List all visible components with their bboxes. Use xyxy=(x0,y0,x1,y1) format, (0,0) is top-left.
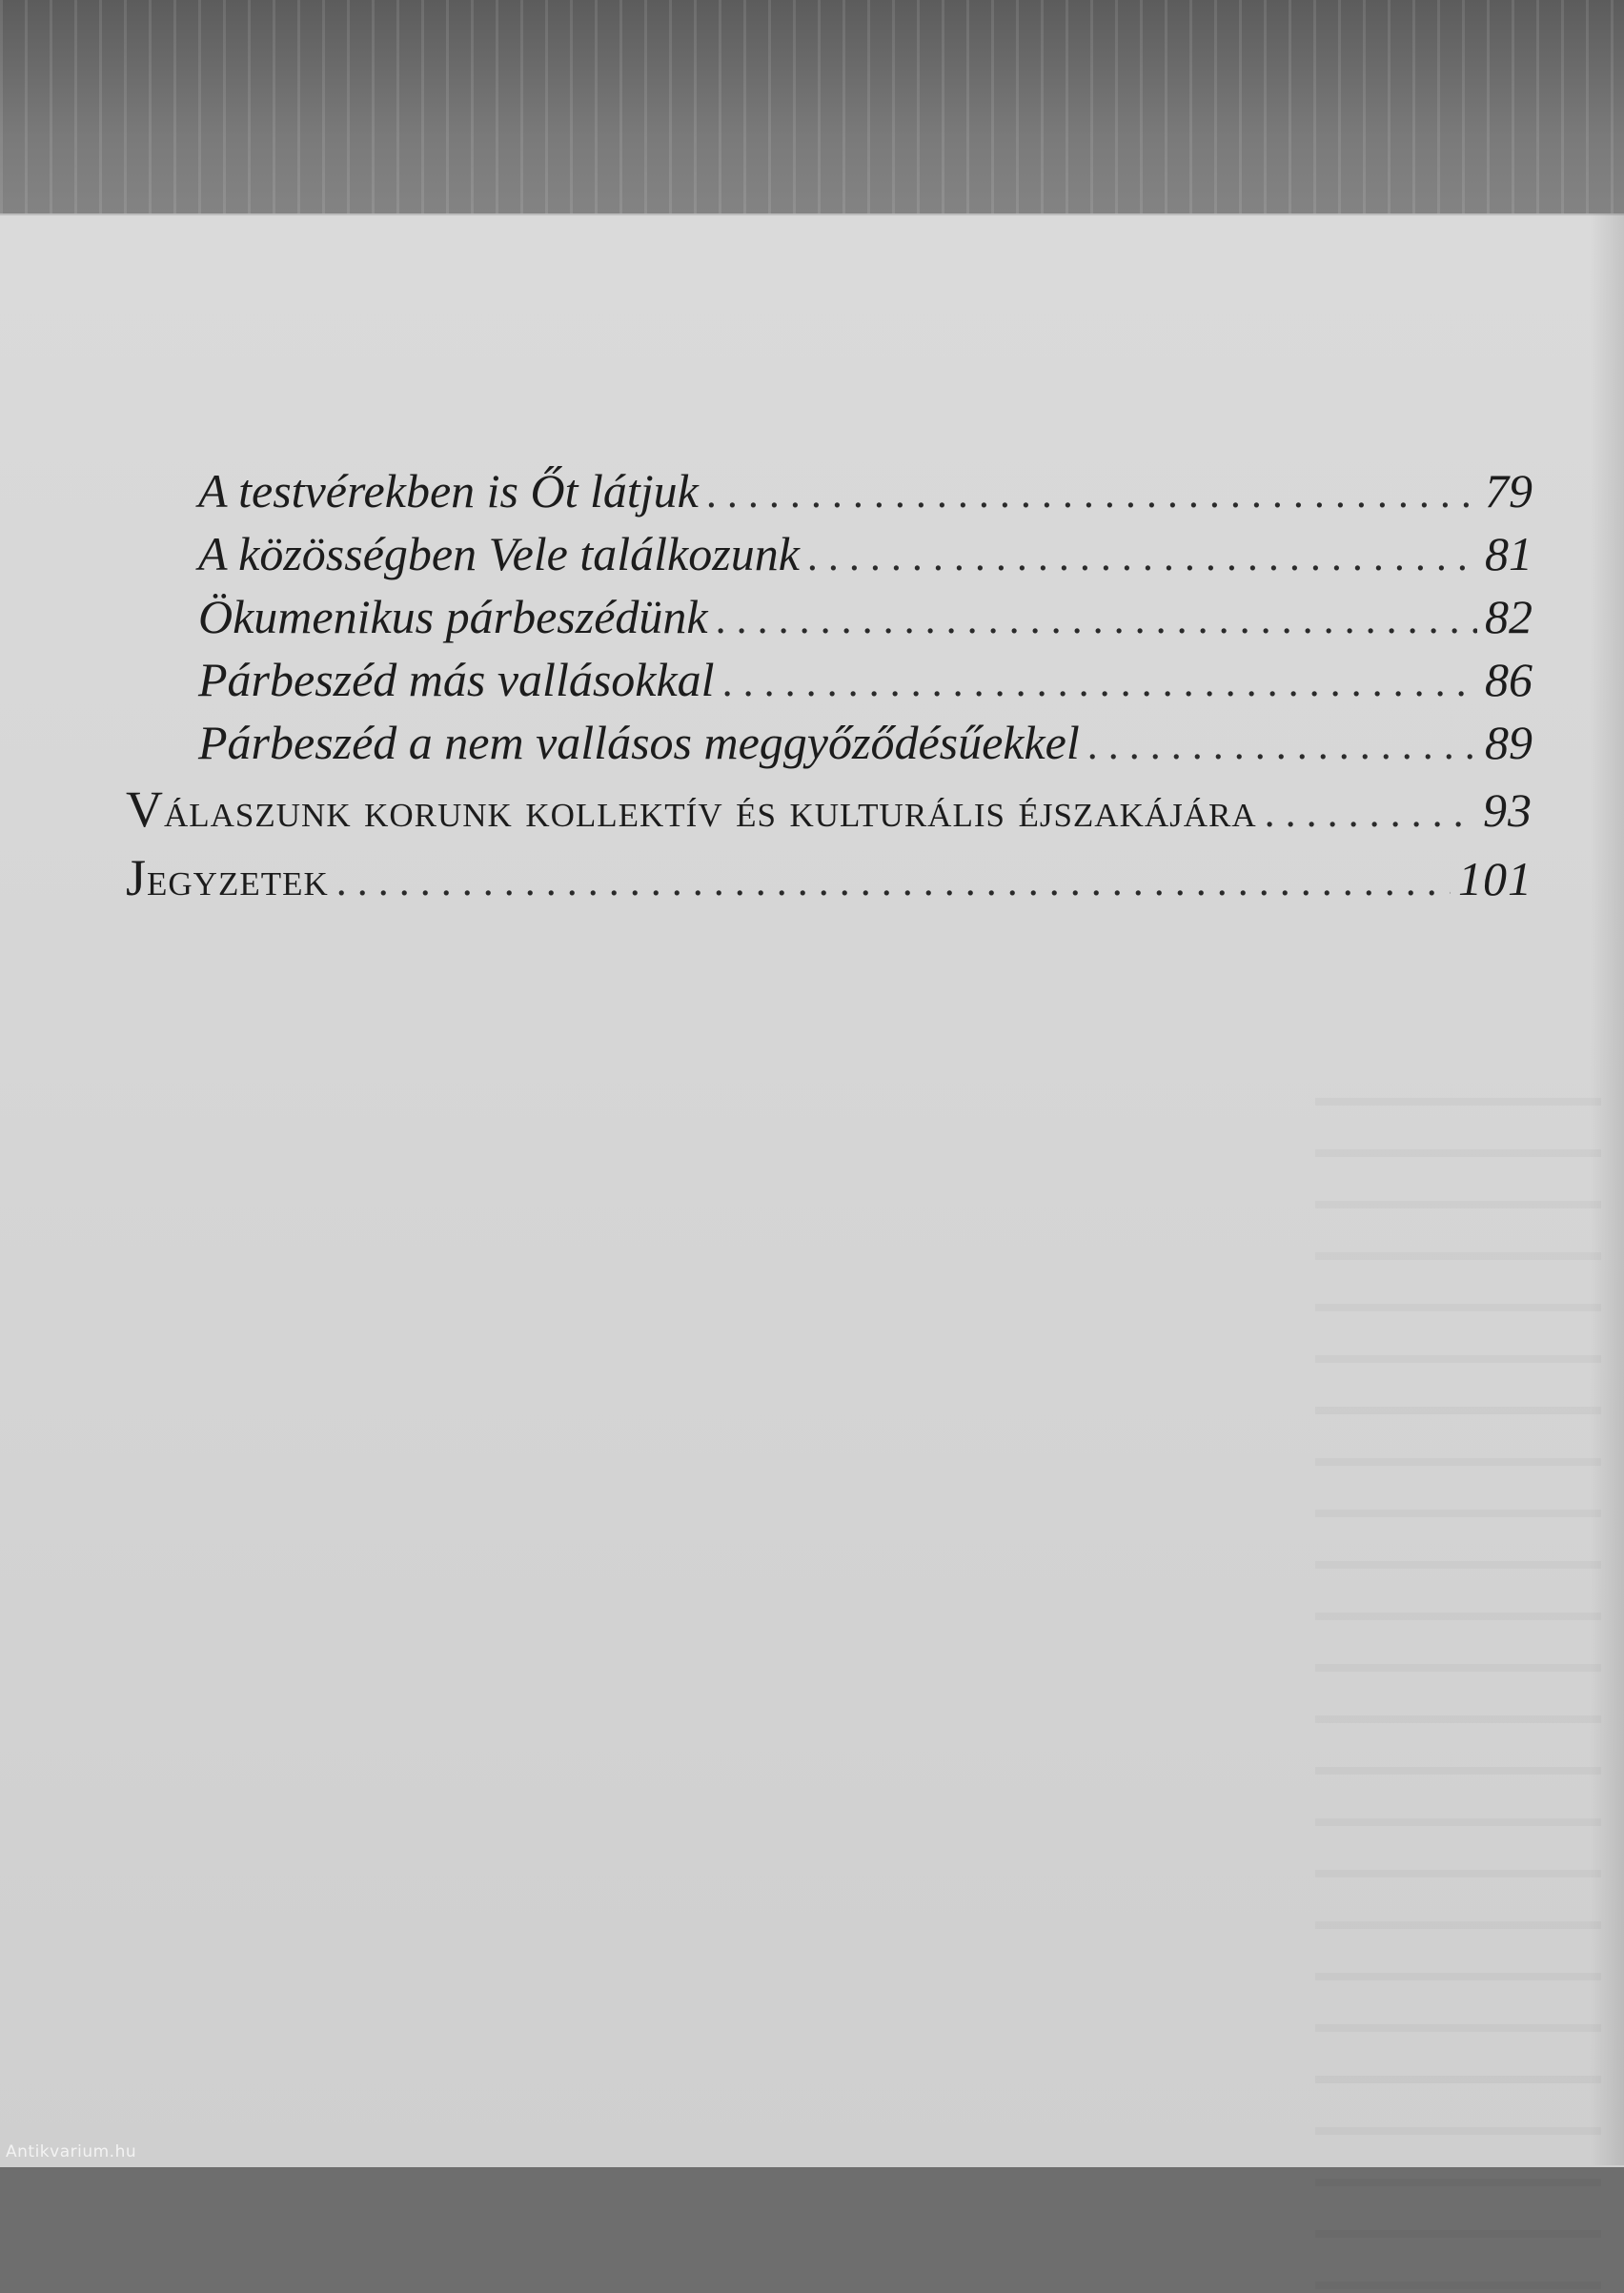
dot-leader xyxy=(807,532,1477,580)
toc-entry xyxy=(198,463,1533,518)
toc-entry-page: 86 xyxy=(1485,653,1533,706)
toc-section-page: 101 xyxy=(1458,852,1533,905)
table-surface-background xyxy=(0,0,1624,229)
toc-entry-title: Párbeszéd a nem vallásos meggyőződésűekkel xyxy=(198,716,1080,769)
dot-leader xyxy=(1265,788,1475,837)
toc-section xyxy=(126,780,1533,839)
toc-entry xyxy=(198,715,1533,770)
page-edge-shadow xyxy=(1590,213,1624,2165)
toc-entry-page: 79 xyxy=(1485,464,1533,517)
toc-entry-page: 82 xyxy=(1485,590,1533,643)
section-title-rest: álaszunk korunk kollektív és kulturális éjszakájára xyxy=(164,783,1257,837)
dot-leader xyxy=(336,857,1451,905)
toc-entry-page: 81 xyxy=(1485,527,1533,580)
watermark: Antikvarium.hu xyxy=(6,2142,137,2161)
show-through-text xyxy=(1315,1054,1601,2293)
dot-leader xyxy=(1087,720,1477,769)
toc-entry xyxy=(198,526,1533,581)
toc-entry xyxy=(198,589,1533,644)
dot-leader xyxy=(716,595,1477,643)
section-title-initial: J xyxy=(126,849,148,906)
toc-entry-title: Párbeszéd más vallásokkal xyxy=(198,653,715,706)
toc-section-page: 93 xyxy=(1483,783,1533,837)
toc-section-title xyxy=(126,848,329,907)
toc-entry-title: A testvérekben is Őt látjuk xyxy=(198,464,699,517)
toc-section-title xyxy=(126,780,1257,839)
toc-entry-page: 89 xyxy=(1485,716,1533,769)
book-page xyxy=(0,213,1624,2167)
toc-entry-title: Ökumenikus párbeszédünk xyxy=(198,590,708,643)
dot-leader xyxy=(706,469,1477,517)
toc-entry-title: A közösségben Vele találkozunk xyxy=(198,527,800,580)
dot-leader xyxy=(722,658,1477,706)
toc-section xyxy=(126,848,1533,907)
section-title-rest: egyzetek xyxy=(147,852,329,905)
toc-entry xyxy=(198,652,1533,707)
section-title-initial: V xyxy=(126,781,164,838)
